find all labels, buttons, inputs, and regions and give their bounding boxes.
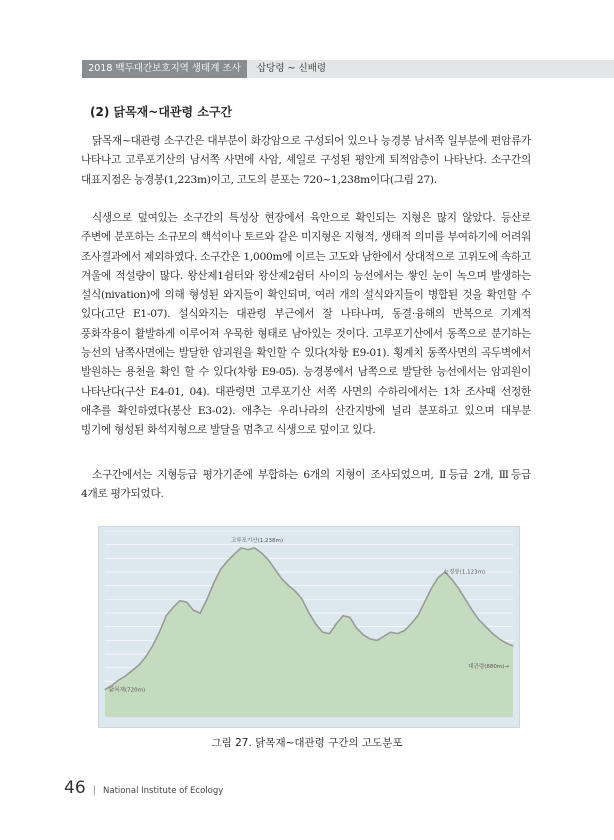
elevation-point [322, 632, 323, 633]
page-footer [64, 778, 223, 798]
elevation-point [254, 548, 255, 549]
elevation-point [315, 624, 316, 625]
elevation-point [295, 591, 296, 592]
elevation-point [458, 588, 459, 589]
elevation-point [220, 569, 221, 570]
elevation-point [241, 548, 242, 549]
institute-name: National Institute of Ecology [103, 786, 224, 796]
elevation-chart [98, 526, 520, 728]
elevation-point [125, 676, 126, 677]
elevation-point [438, 577, 439, 578]
elevation-point [513, 645, 514, 646]
elevation-point [152, 645, 153, 646]
elevation-point [132, 670, 133, 671]
elevation-point [336, 624, 337, 625]
figure-caption: 그림 27. 닭목재~대관령 구간의 고도분포 [211, 737, 403, 749]
elevation-point [302, 599, 303, 600]
elevation-point [200, 613, 201, 614]
chart-annotation: 능경봉(1,123m) [443, 569, 486, 576]
elevation-point [506, 643, 507, 644]
elevation-point [485, 626, 486, 627]
section-title: (2) 닭목재~대관령 소구간 [90, 105, 233, 119]
elevation-point [329, 633, 330, 634]
elevation-point [288, 585, 289, 586]
elevation-point [356, 628, 357, 629]
elevation-point [363, 634, 364, 635]
paragraph-1: 닭목재~대관령 소구간은 대부분이 화강암으로 구성되어 있으나 능경봉 남서쪽 일부분에 편암류가 나타나고 고루포기산의 남서쪽 사면에 사암, 셰일로 구성된 평안계 퇴적암층이 나타난다. 소구간의 대표지점은 능경봉(1,223m)이고, 고도의 분포는 720~1,238m이다(그림 27). [81, 135, 531, 186]
section-range: 삽당령 ~ 신배령 [247, 60, 614, 78]
elevation-point [118, 680, 119, 681]
elevation-point [159, 632, 160, 633]
elevation-point [247, 549, 248, 550]
elevation-point [186, 602, 187, 603]
chart-annotation: 고루포기산(1,238m) [231, 538, 283, 544]
elevation-point [404, 630, 405, 631]
paragraph-2: 식생으로 덮여있는 소구간의 특성상 현장에서 육안으로 확인되는 지형은 많지 않았다. 등산로 주변에 분포하는 소규모의 핵석이나 토르와 같은 미지형은 지형적, 생태적 의미를 부여하기에 어려워 조사결과에서 제외하였다. 소구간은 1,000m에 이르는 고도와 남한에서 상대적으로 고위도에 속하고 겨울에 적설량이 많다. 왕산제1쉼터와 왕산제2쉼터 사이의 능선에서는 쌓인 눈이 녹으며 발생하는 설식(nivation)에 의해 형성된 와지들이 확인되며, 여러 개의 설식와지들이 병합된 것을 확인할 수 있다(고단 E1-07). 설식와지는 대관령 부근에서 잘 나타나며, 동결·융해의 반복으로 기계적 풍화작용이 활발하게 이루어져 우묵한 형태로 남아있는 것이다. 고루포기산에서 동쪽으로 분기하는 능선의 남쪽사면에는 발달한 암괴원을 확인할 수 있다(차항 E9-01). 횡계치 동쪽사면의 곡두벽에서 발원하는 용천을 확인 할 수 있다(차항 E9-05). 능경봉에서 남쪽으로 발달한 능선에서는 암괴원이 나타난다(구산 E4-01, 04). 대관령면 고루포기산 서쪽 사면의 수하리에서는 1차 조사때 선정한 애추를 확인하였다(봉산 E3-02). 애추는 우리나라의 산간지방에 널리 분포하고 있으며 대부분 빙기에 형성된 화석지형으로 발달을 멈추고 식생으로 덮이고 있다. [81, 212, 531, 437]
elevation-point [309, 613, 310, 614]
elevation-point [193, 610, 194, 611]
chart-annotation: 대관령(880m)→ [468, 663, 509, 670]
elevation-point [166, 615, 167, 616]
elevation-point [411, 624, 412, 625]
report-title: 2018 백두대간보호지역 생태계 조사 [82, 60, 247, 78]
elevation-point [492, 633, 493, 634]
elevation-point [377, 640, 378, 641]
elevation-point [275, 569, 276, 570]
elevation-point [472, 610, 473, 611]
elevation-point [479, 619, 480, 620]
elevation-point [179, 600, 180, 601]
elevation-point [349, 617, 350, 618]
elevation-point [173, 607, 174, 608]
elevation-point [390, 632, 391, 633]
chart-annotation: 닭목재(720m) [109, 687, 146, 694]
elevation-point [105, 689, 106, 690]
elevation-point [213, 583, 214, 584]
page-number: 46 [64, 778, 86, 798]
elevation-point [397, 633, 398, 634]
elevation-point [424, 602, 425, 603]
elevation-point [465, 599, 466, 600]
elevation-point [227, 561, 228, 562]
running-header [82, 60, 614, 78]
paragraph-3: 소구간에서는 지형등급 평가기준에 부합하는 6개의 지형이 조사되었으며, Ⅱ등급 2개, Ⅲ등급 4개로 평가되었다. [81, 469, 531, 501]
elevation-point [111, 685, 112, 686]
elevation-point [451, 579, 452, 580]
elevation-point [343, 615, 344, 616]
elevation-point [281, 578, 282, 579]
elevation-point [261, 552, 262, 553]
footer-separator: | [92, 785, 97, 796]
elevation-point [431, 588, 432, 589]
elevation-point [139, 665, 140, 666]
elevation-point [370, 639, 371, 640]
elevation-point [145, 656, 146, 657]
elevation-point [207, 599, 208, 600]
elevation-profile-svg [99, 527, 519, 727]
elevation-point [499, 639, 500, 640]
elevation-point [383, 636, 384, 637]
elevation-point [268, 559, 269, 560]
elevation-point [234, 554, 235, 555]
elevation-point [417, 615, 418, 616]
